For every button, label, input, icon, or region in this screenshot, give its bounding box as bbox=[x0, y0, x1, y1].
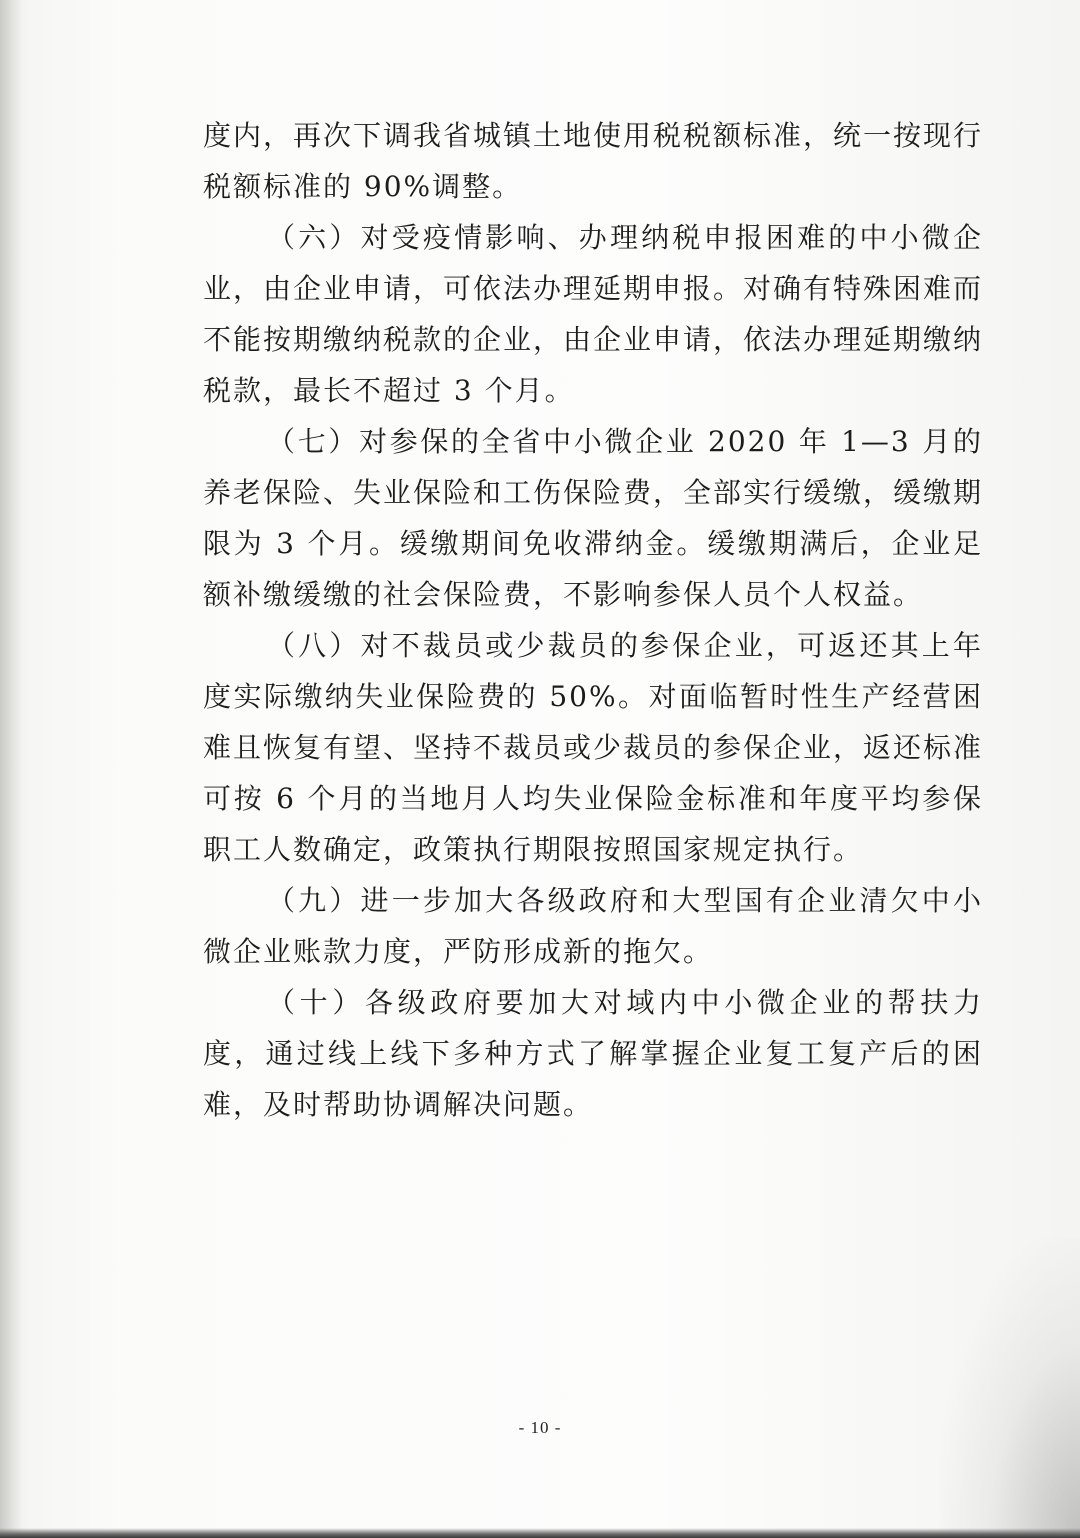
paragraph-item-nine: （九）进一步加大各级政府和大型国有企业清欠中小微企业账款力度，严防形成新的拖欠。 bbox=[203, 884, 983, 968]
paragraph-item-seven: （七）对参保的全省中小微企业 2020 年 1—3 月的养老保险、失业保险和工伤保险费，全部实行缓缴，缓缴期限为 3 个月。缓缴期间免收滞纳金。缓缴期满后，企业足额补缴缓缴的社会保险费，不影响参保人员个人权益。 bbox=[203, 425, 984, 611]
paragraph-item-eight: （八）对不裁员或少裁员的参保企业，可返还其上年度实际缴纳失业保险费的 50%。对面临暂时性生产经营困难且恢复有望、坚持不裁员或少裁员的参保企业，返还标准可按 6 个月的当地月人均失业保险金标准和年度平均参保职工人数确定，政策执行期限按照国家规定执行。 bbox=[203, 629, 984, 866]
paragraph-item-six: （六）对受疫情影响、办理纳税申报困难的中小微企业，由企业申请，可依法办理延期申报。对确有特殊困难而不能按期缴纳税款的企业，由企业申请，依法办理延期缴纳税款，最长不超过 3 个月。 bbox=[203, 221, 984, 407]
page-number: - 10 - bbox=[518, 1418, 562, 1437]
page-left-shadow bbox=[0, 0, 22, 1538]
page-bottom-edge bbox=[0, 1528, 1080, 1538]
document-body bbox=[203, 110, 983, 1130]
page-corner-shadow bbox=[940, 1238, 1080, 1538]
paragraph-continued: 度内，再次下调我省城镇土地使用税税额标准，统一按现行税额标准的 90%调整。 bbox=[203, 119, 984, 203]
paragraph-item-ten: （十）各级政府要加大对域内中小微企业的帮扶力度，通过线上线下多种方式了解掌握企业复工复产后的困难，及时帮助协调解决问题。 bbox=[203, 986, 983, 1121]
